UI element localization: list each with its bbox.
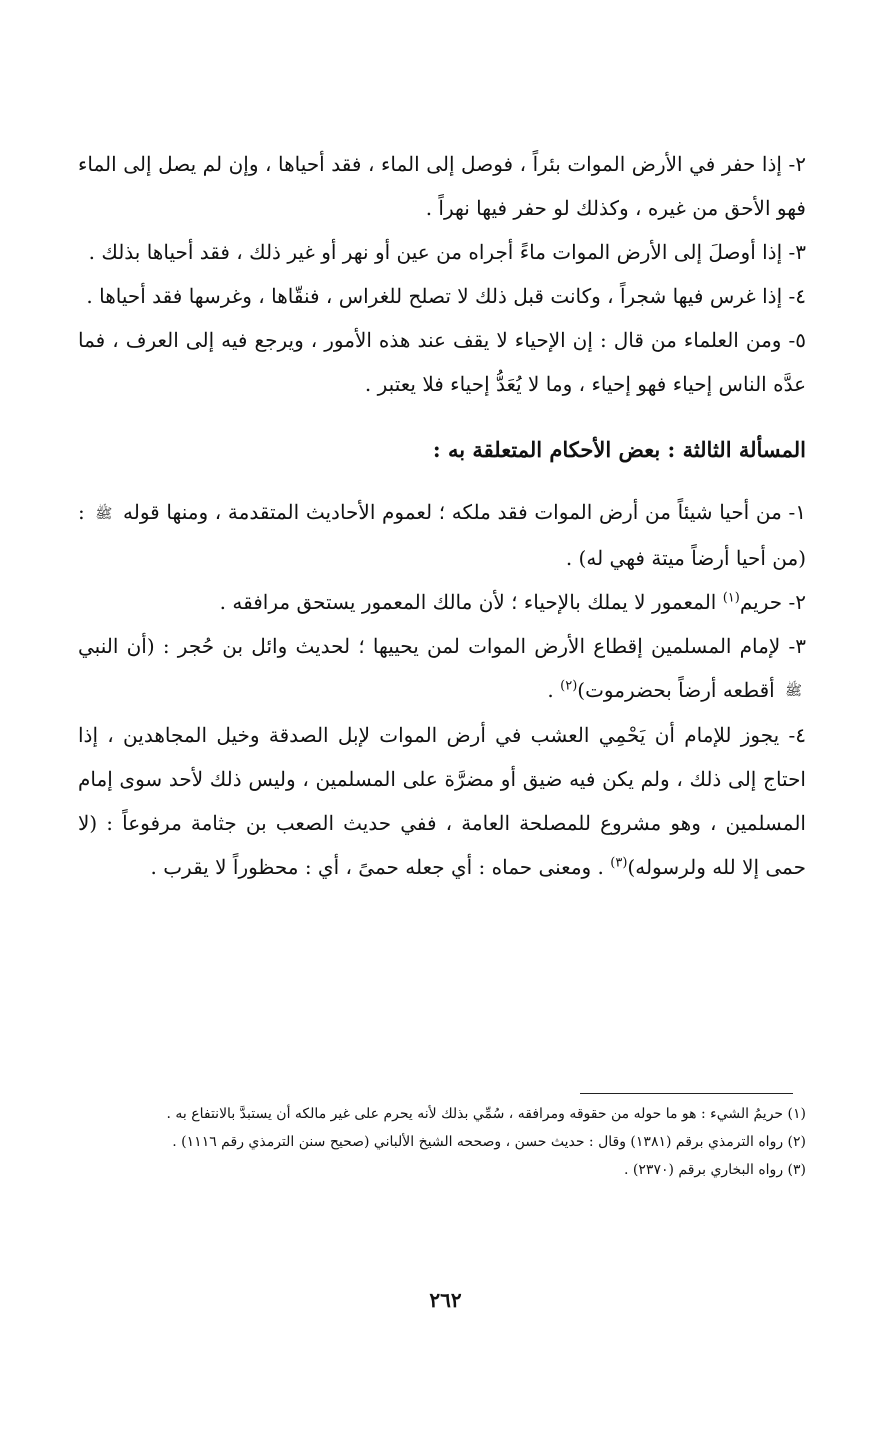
paragraph-3: ٣- إذا أوصلَ إلى الأرض الموات ماءً أجراه من عين أو نهر أو غير ذلك ، فقد أحياها بذلك . bbox=[88, 240, 806, 264]
paragraph-4: ٤- إذا غرس فيها شجراً ، وكانت قبل ذلك لا تصلح للغراس ، فنقّاها ، وغرسها فقد أحياها . bbox=[86, 284, 806, 308]
footnote-2: (٢) رواه الترمذي برقم (١٣٨١) وقال : حديث حسن ، وصححه الشيخ الألباني (صحيح سنن الترمذي رقم ١١١٦) . bbox=[172, 1134, 806, 1150]
ruling-4-text-a: ٤- يجوز للإمام أن يَحْمِي العشب في أرض الموات لإبل الصدقة وخيل المجاهدين ، إذا احتاج إلى ذلك ، ولم يكن فيه ضيق أو مضرَّة على المسلمين ، وليس ذلك لأحد سوى إمام المسلمين ، وهو مشروع للمصلحة العامة ، ففي حديث الصعب بن جثامة مرفوعاً : (لا حمى إلا لله ولرسوله) bbox=[78, 723, 806, 879]
footnote-ref-2[interactable]: (٢) bbox=[560, 677, 578, 693]
paragraph-2: ٢- إذا حفر في الأرض الموات بئراً ، فوصل إلى الماء ، فقد أحياها ، وإن لم يصل إلى الماء فهو الأحق من غيره ، وكذلك لو حفر فيها نهراً . bbox=[78, 152, 806, 220]
ruling-3-text-a: ٣- لإمام المسلمين إقطاع الأرض الموات لمن يحييها ؛ لحديث وائل بن حُجر : (أن النبي bbox=[78, 633, 806, 658]
ruling-1-text-b: : (من أحيا أرضاً ميتة فهي له) . bbox=[78, 500, 806, 570]
footnote-ref-1[interactable]: (١) bbox=[722, 589, 740, 605]
ruling-3-text-b: أقطعه أرضاً بحضرموت) bbox=[577, 677, 775, 702]
ruling-1 bbox=[78, 490, 806, 580]
main-text bbox=[78, 142, 806, 889]
ruling-4-text-b: . ومعنى حماه : أي جعله حمىً ، أي : محظوراً لا يقرب . bbox=[150, 855, 604, 879]
ruling-2-text-b: المعمور لا يملك بالإحياء ؛ لأن مالك المعمور يستحق مرافقه . bbox=[219, 589, 717, 614]
section-heading: المسألة الثالثة : بعض الأحكام المتعلقة به : bbox=[432, 437, 806, 462]
ruling-3 bbox=[78, 624, 806, 714]
ruling-1-text-a: ١- من أحيا شيئاً من أرض الموات فقد ملكه ؛ لعموم الأحاديث المتقدمة ، ومنها قوله bbox=[123, 500, 807, 524]
footnote-3: (٣) رواه البخاري برقم (٢٣٧٠) . bbox=[624, 1162, 806, 1178]
footnote-ref-3[interactable]: (٣) bbox=[610, 855, 628, 871]
footnote-1: (١) حريمُ الشيء : هو ما حوله من حقوقه ومرافقه ، سُمِّي بذلك لأنه يحرم على غير مالكه أن يستبدَّ بالانتفاع به . bbox=[166, 1106, 806, 1122]
footnote-divider bbox=[580, 1093, 793, 1094]
ruling-2-text-a: ٢- حريم bbox=[739, 589, 806, 614]
footnotes bbox=[78, 1100, 806, 1184]
ruling-4 bbox=[78, 713, 806, 889]
page-number: ٢٦٢ bbox=[429, 1288, 462, 1312]
salutation-icon: ﷺ bbox=[95, 505, 113, 522]
salutation-icon: ﷺ bbox=[785, 683, 802, 699]
ruling-3-text-c: . bbox=[547, 677, 554, 702]
ruling-2 bbox=[78, 580, 806, 624]
paragraph-5: ٥- ومن العلماء من قال : إن الإحياء لا يقف عند هذه الأمور ، ويرجع فيه إلى العرف ، فما عدَّه الناس إحياء فهو إحياء ، وما لا يُعَدُّ إحياء فلا يعتبر . bbox=[78, 328, 806, 396]
